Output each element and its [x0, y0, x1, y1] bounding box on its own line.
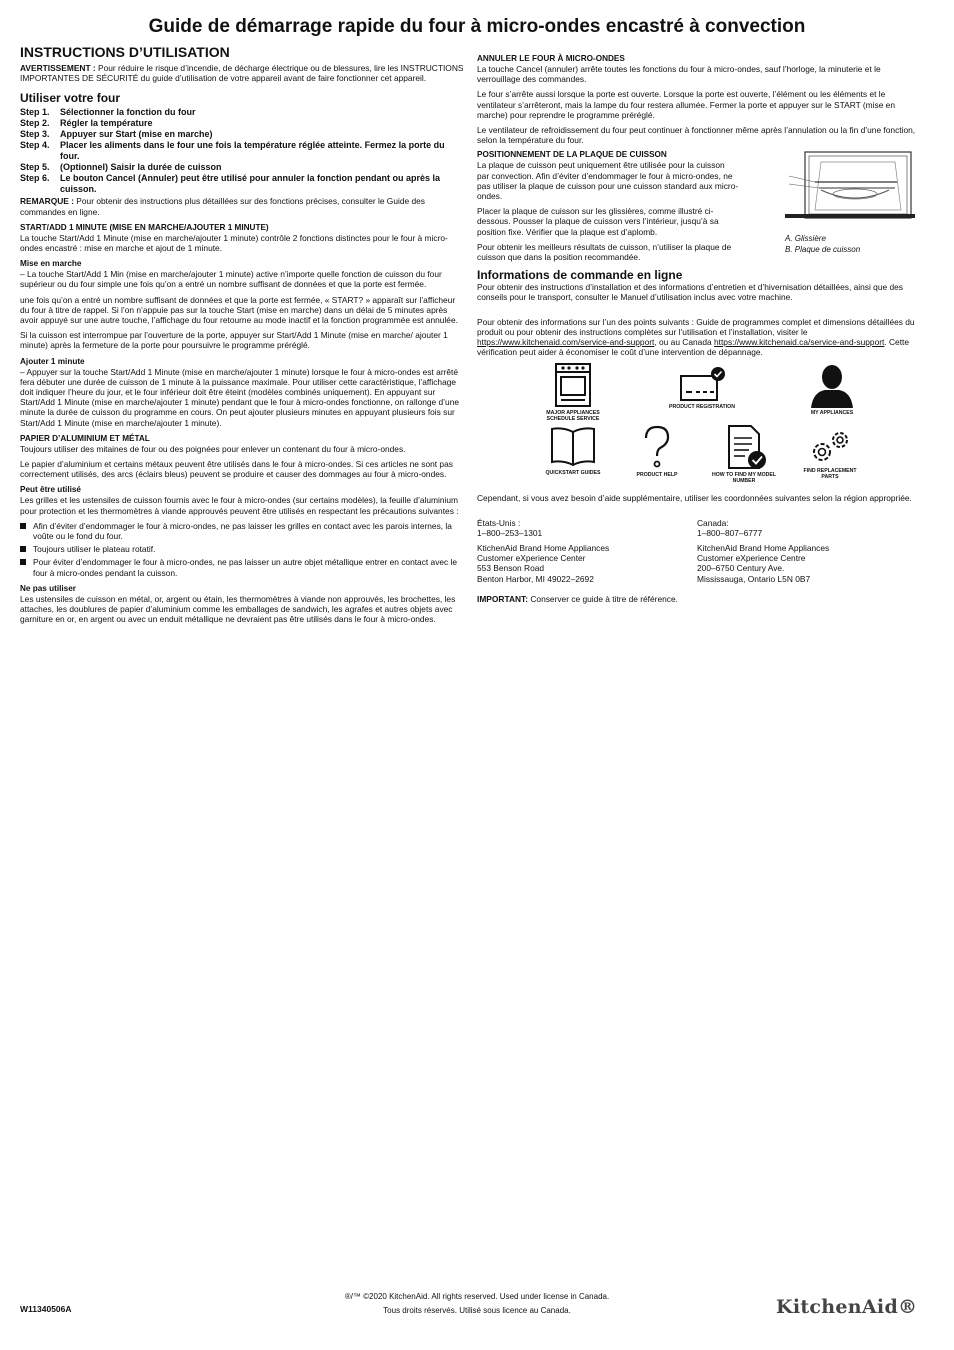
- step-item: Step 3. Appuyer sur Start (mise en marche): [20, 129, 213, 140]
- positioning-paragraph-2: Placer la plaque de cuisson sur les glissières, comme illustré ci-dessous. Pousser la plaque de cuisson vers l’intérieur, jusqu’à sa position fixe. Vérifier que la plaque est d’aplomb.: [477, 206, 719, 237]
- service-icons-grid: [477, 362, 917, 487]
- rights-text: Tous droits réservés. Utilisé sous licence au Canada.: [383, 1306, 571, 1315]
- instructions-heading: INSTRUCTIONS D’UTILISATION: [20, 44, 230, 60]
- step-item: Step 1. Sélectionner la fonction du four: [20, 107, 196, 118]
- bullet-item: Pour éviter d’endommager le four à micro-ondes, ne pas laisser un autre objet métallique entrer en contact avec le four à micro-ondes pendant la cuisson.: [20, 557, 465, 577]
- my-appliances-tile[interactable]: MY APPLIANCES: [797, 362, 867, 416]
- mise-paragraph-3: Si la cuisson est interrompue par l’ouverture de la porte, appuyer sur Start/Add 1 Minute (mise en marche/ ajouter 1 minute) après la fermeture de la porte pour poursuivre le programme préréglé.: [20, 330, 448, 351]
- person-icon: [809, 362, 855, 408]
- ca-phone: 1–800–807–6777: [697, 527, 763, 538]
- steps-list: [20, 107, 465, 195]
- right-column: [477, 54, 917, 609]
- mise-paragraph-2: une fois qu’on a entré un nombre suffisant de données et que la porte est fermée, « START? » apparaît sur l’afficheur du four à titre de rappel. Si l’on n’appuie pas sur la touche Start (mise en marche) dans un délai de 5 minutes après avoir appuyé sur une autre touche, l’affichage du four retourne au mode inactif et la fonction programmée est annulée.: [20, 294, 458, 326]
- us-contact: États-Unis : 1–800–253–1301 KtichenAid Brand Home Appliances Customer eXperience Center 553 Benson Road Benton Harbor, MI 49022–2692: [477, 518, 697, 584]
- help-paragraph: Cependant, si vous avez besoin d’aide supplémentaire, utiliser les coordonnées suivantes selon la région appropriée.: [477, 493, 912, 504]
- us-phone: 1–800–253–1301: [477, 527, 543, 538]
- warning-label: AVERTISSEMENT :: [20, 63, 96, 73]
- papier-heading: PAPIER D’ALUMINIUM ET MÉTAL: [20, 433, 150, 443]
- find-model-number-tile[interactable]: HOW TO FIND MY MODEL NUMBER: [709, 424, 779, 484]
- warning-paragraph: [20, 63, 465, 83]
- legend-b: B. Plaque de cuisson: [785, 245, 861, 254]
- bullet-item: Toujours utiliser le plateau rotatif.: [20, 544, 465, 554]
- question-mark-icon: [640, 424, 674, 470]
- document-code: W11340506A: [20, 1304, 72, 1314]
- copyright-text: ®/™ ©2020 KitchenAid. All rights reserved. Used under license in Canada.: [344, 1292, 610, 1301]
- use-oven-heading: Utiliser votre four: [20, 91, 121, 106]
- step-item: Step 6. Le bouton Cancel (Annuler) peut être utilisé pour annuler la fonction pendant ou après la cuisson.: [20, 173, 441, 195]
- step-item: Step 2. Régler la température: [20, 118, 153, 129]
- footer-legal: [260, 1290, 694, 1318]
- oven-range-icon: [553, 362, 593, 408]
- annuler-paragraph-2: Le four s’arrête aussi lorsque la porte est ouverte. Lorsque la porte est ouverte, l’élément ou les éléments et le ventilateur s’arrêteront, mais la lampe du four restera allumée. Fermer la porte et appuyer sur le START (mise en marche) pour reprendre le programme préréglé.: [477, 89, 895, 120]
- contact-columns: [477, 518, 917, 584]
- annuler-paragraph-3: Le ventilateur de refroidissement du four peut continuer à fonctionner même après l’annulation ou la fin d’une fonction, selon la température du four.: [477, 125, 916, 146]
- ca-support-link[interactable]: https://www.kitchenaid.ca/service-and-support: [713, 337, 885, 348]
- note-paragraph: REMARQUE : Pour obtenir des instructions plus détaillées sur des fonctions précises, consulter le Guide des commandes en ligne.: [20, 196, 425, 217]
- us-support-link[interactable]: https://www.kitchenaid.com/service-and-support: [477, 337, 655, 348]
- online-info-paragraph-1: Pour obtenir des instructions d’installation et des informations d’entretien et d’hivernisation détaillées, ainsi que des conseils pour le transport, consulter le Manuel d’utilisation inclus avec votre machine.: [477, 282, 903, 303]
- product-registration-tile[interactable]: PRODUCT REGISTRATION: [667, 366, 737, 410]
- ajouter-paragraph: – Appuyer sur la touche Start/Add 1 Minute (mise en marche/ajouter 1 minute) lorsque le four à micro-ondes est arrêté fera débuter une durée de cuisson de 1 minute à la puissance maximale. Pour utiliser cette caractéristique, l’affichage doit indiquer l’heure du jour, et le four inférieur doit être éteint (modèles combinés uniquement). En appuyant sur Start/Add 1 Minute (mise en marche/ajouter 1 minute) pendant que le four à micro-ondes fonctionne, on rallonge d’une minute la durée de cuisson du programme en cours. On peut ajouter plusieurs minutes en appuyant plusieurs fois sur Start/Add 1 Minute (mise en marche/ajouter 1 minute).: [20, 366, 460, 428]
- start-heading: START/ADD 1 MINUTE (MISE EN MARCHE/AJOUTER 1 MINUTE): [20, 222, 269, 232]
- legend-a: A. Glissière: [785, 234, 826, 243]
- annuler-heading: ANNULER LE FOUR À MICRO-ONDES: [477, 54, 625, 63]
- ajouter-heading: Ajouter 1 minute: [20, 356, 85, 366]
- mise-paragraph-1: – La touche Start/Add 1 Min (mise en marche/ajouter 1 minute) active n’importe quelle fonction de cuisson du four supérieur ou du four simple une fois qu’on a entré un nombre suffisant de données et que la porte est fermée.: [20, 269, 442, 290]
- online-info-heading: Informations de commande en ligne: [477, 268, 683, 283]
- nepas-paragraph: Les ustensiles de cuisson en métal, or, argent ou étain, les thermomètres à viande non approuvés, les brochettes, les attaches, les doublures de papier d’aluminium comme les emballages de sandwich, les agrafes et autres objets avec garniture en or, en argent ou avec un enduit métallique ne devraient pas être utilisés dans le four à micro-ondes.: [20, 593, 456, 625]
- nepas-heading: Ne pas utiliser: [20, 583, 76, 593]
- papier-paragraph-2: Le papier d’aluminium et certains métaux peuvent être utilisés dans le four à micro-ondes. Si ces articles ne sont pas correctement utilisés, des arcs (éclairs bleus) peuvent se produire et causer des dommages au four à micro-ondes.: [20, 459, 453, 480]
- important-paragraph: IMPORTANT: Conserver ce guide à titre de référence.: [477, 593, 678, 604]
- annuler-paragraph-1: La touche Cancel (annuler) arrête toutes les fonctions du four à micro-ondes, sauf l’horloge, la minuterie et le verrouillage des commandes.: [477, 64, 881, 85]
- bullet-square-icon: [20, 559, 26, 565]
- online-info-paragraph-2: Pour obtenir des informations sur l’un des points suivants : Guide de programmes complet et dimensions détaillées du produit ou pour obtenir des instructions complètes sur l’utilisation et l’installation, visiter le https://www.kitchenaid.com/service-and-support, ou au Canada https://www.kitchenaid.ca/service-and-support. Cette vérification peut aider à économiser le coût d’une intervention de dépannage.: [477, 316, 915, 358]
- major-appliances-tile[interactable]: MAJOR APPLIANCES SCHEDULE SERVICE: [538, 362, 608, 422]
- positioning-paragraph-1: La plaque de cuisson peut uniquement être utilisée pour la cuisson par convection. Afin d’éviter d’endommager le four à micro-ondes, ne pas utiliser la plaque de cuisson pour une cuisson standard aux micro-ondes.: [477, 160, 739, 202]
- left-column: [20, 44, 465, 630]
- replacement-parts-tile[interactable]: FIND REPLACEMENT PARTS: [795, 428, 865, 480]
- step-item: Step 5. (Optionnel) Saisir la durée de cuisson: [20, 162, 222, 173]
- peut-paragraph: Les grilles et les ustensiles de cuisson fournis avec le four à micro-ondes (sur certains modèles), la feuille d’aluminium pour protection et les thermomètres à viande approuvés peuvent être utilisés en respectant les précautions suivantes :: [20, 495, 459, 516]
- bullet-square-icon: [20, 546, 26, 552]
- oven-cavity-illustration: [785, 150, 915, 225]
- bullet-item: Afin d’éviter d’endommager le four à micro-ondes, ne pas laisser les grilles en contact avec les parois internes, la voûte ou le fond du four.: [20, 521, 465, 541]
- mise-heading: Mise en marche: [20, 259, 82, 269]
- product-help-tile[interactable]: PRODUCT HELP: [622, 424, 692, 478]
- quickstart-guides-tile[interactable]: QUICKSTART GUIDES: [538, 424, 608, 476]
- peut-heading: Peut être utilisé: [20, 485, 81, 495]
- oven-rack-diagram: [785, 150, 915, 254]
- step-item: Step 4. Placer les aliments dans le four une fois la température réglée atteinte. Fermez la porte du four.: [20, 140, 445, 162]
- positioning-paragraph-3: Pour obtenir les meilleurs résultats de cuisson, n’utiliser la plaque de cuisson que dans la position recommandée.: [477, 241, 732, 263]
- document-check-icon: [719, 424, 769, 470]
- gears-icon: [805, 428, 855, 466]
- start-paragraph: La touche Start/Add 1 Minute (mise en marche/ajouter 1 minute) contrôle 2 fonctions distinctes pour le four à micro-ondes encastré : mise en marche et ajout de 1 minute.: [20, 232, 448, 254]
- papier-paragraph-1: Toujours utiliser des mitaines de four ou des poignées pour enlever un contenant du four à micro-ondes.: [20, 443, 406, 454]
- kitchenaid-logo: KitchenAid®: [776, 1296, 918, 1318]
- warning-text: Pour réduire le risque d’incendie, de décharge électrique ou de blessures, lire les INSTRUCTIONS IMPORTANTES DE SÉCURITÉ du guide d’utilisation de votre appareil avant de faire fonctionner cet appareil.: [20, 63, 464, 84]
- open-book-icon: [548, 424, 598, 468]
- registration-card-icon: [678, 366, 726, 402]
- positioning-heading: POSITIONNEMENT DE LA PLAQUE DE CUISSON: [477, 150, 667, 160]
- page-title: Guide de démarrage rapide du four à micro-ondes encastré à convection: [148, 16, 806, 37]
- ca-contact: Canada: 1–800–807–6777 KitchenAid Brand Home Appliances Customer eXperience Centre 200–6750 Century Ave. Mississauga, Ontario L5N 0B7: [697, 518, 917, 584]
- bullet-square-icon: [20, 523, 26, 529]
